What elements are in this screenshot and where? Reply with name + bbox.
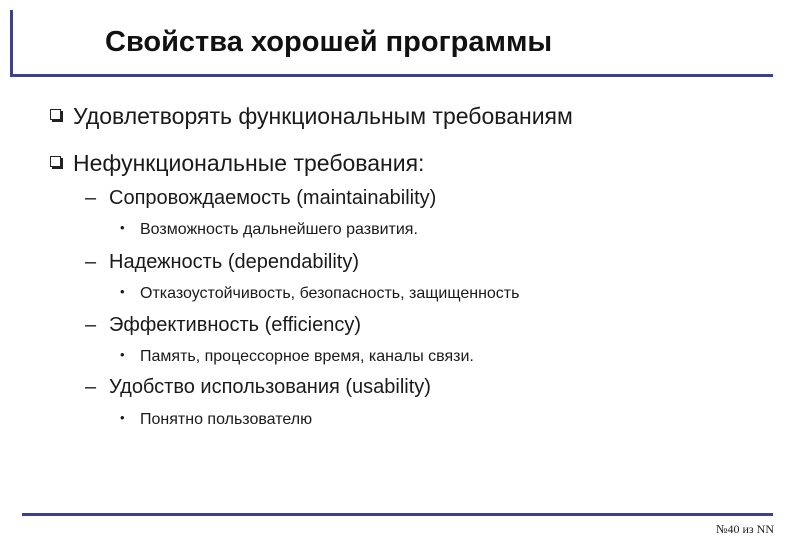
footer-divider [22, 513, 773, 516]
detail-maintainability [120, 220, 418, 239]
dot-bullet-icon: • [120, 347, 125, 362]
detail-usability [120, 410, 312, 429]
subitem-maintainability [85, 187, 436, 210]
subitem-text: Удобство использования (usability) [109, 376, 431, 398]
page-number: №40 из NN [716, 522, 774, 536]
dash-bullet-icon: – [85, 251, 97, 273]
square-bullet-icon [50, 109, 61, 120]
bullet-nonfunctional-requirements [50, 150, 424, 177]
slide-title: Свойства хорошей программы [105, 26, 553, 58]
dash-bullet-icon: – [85, 187, 97, 209]
detail-text: Память, процессорное время, каналы связи. [140, 348, 474, 365]
subitem-efficiency [85, 314, 361, 337]
dot-bullet-icon: • [120, 220, 125, 235]
dot-bullet-icon: • [120, 410, 125, 425]
subitem-text: Эффективность (efficiency) [109, 314, 361, 336]
square-bullet-icon [50, 156, 61, 167]
subitem-dependability [85, 251, 359, 274]
detail-dependability [120, 284, 519, 303]
dot-bullet-icon: • [120, 284, 125, 299]
dash-bullet-icon: – [85, 314, 97, 336]
subitem-usability [85, 376, 431, 399]
subitem-text: Надежность (dependability) [109, 251, 360, 273]
subitem-text: Сопровождаемость (maintainability) [109, 187, 437, 209]
detail-efficiency [120, 347, 474, 366]
bullet-functional-requirements [50, 103, 573, 130]
bullet-text: Нефункциональные требования: [73, 150, 425, 176]
detail-text: Возможность дальнейшего развития. [140, 221, 418, 238]
bullet-text: Удовлетворять функциональным требованиям [73, 103, 573, 129]
detail-text: Понятно пользователю [140, 411, 313, 428]
detail-text: Отказоустойчивость, безопасность, защищенность [140, 285, 520, 302]
dash-bullet-icon: – [85, 376, 97, 398]
